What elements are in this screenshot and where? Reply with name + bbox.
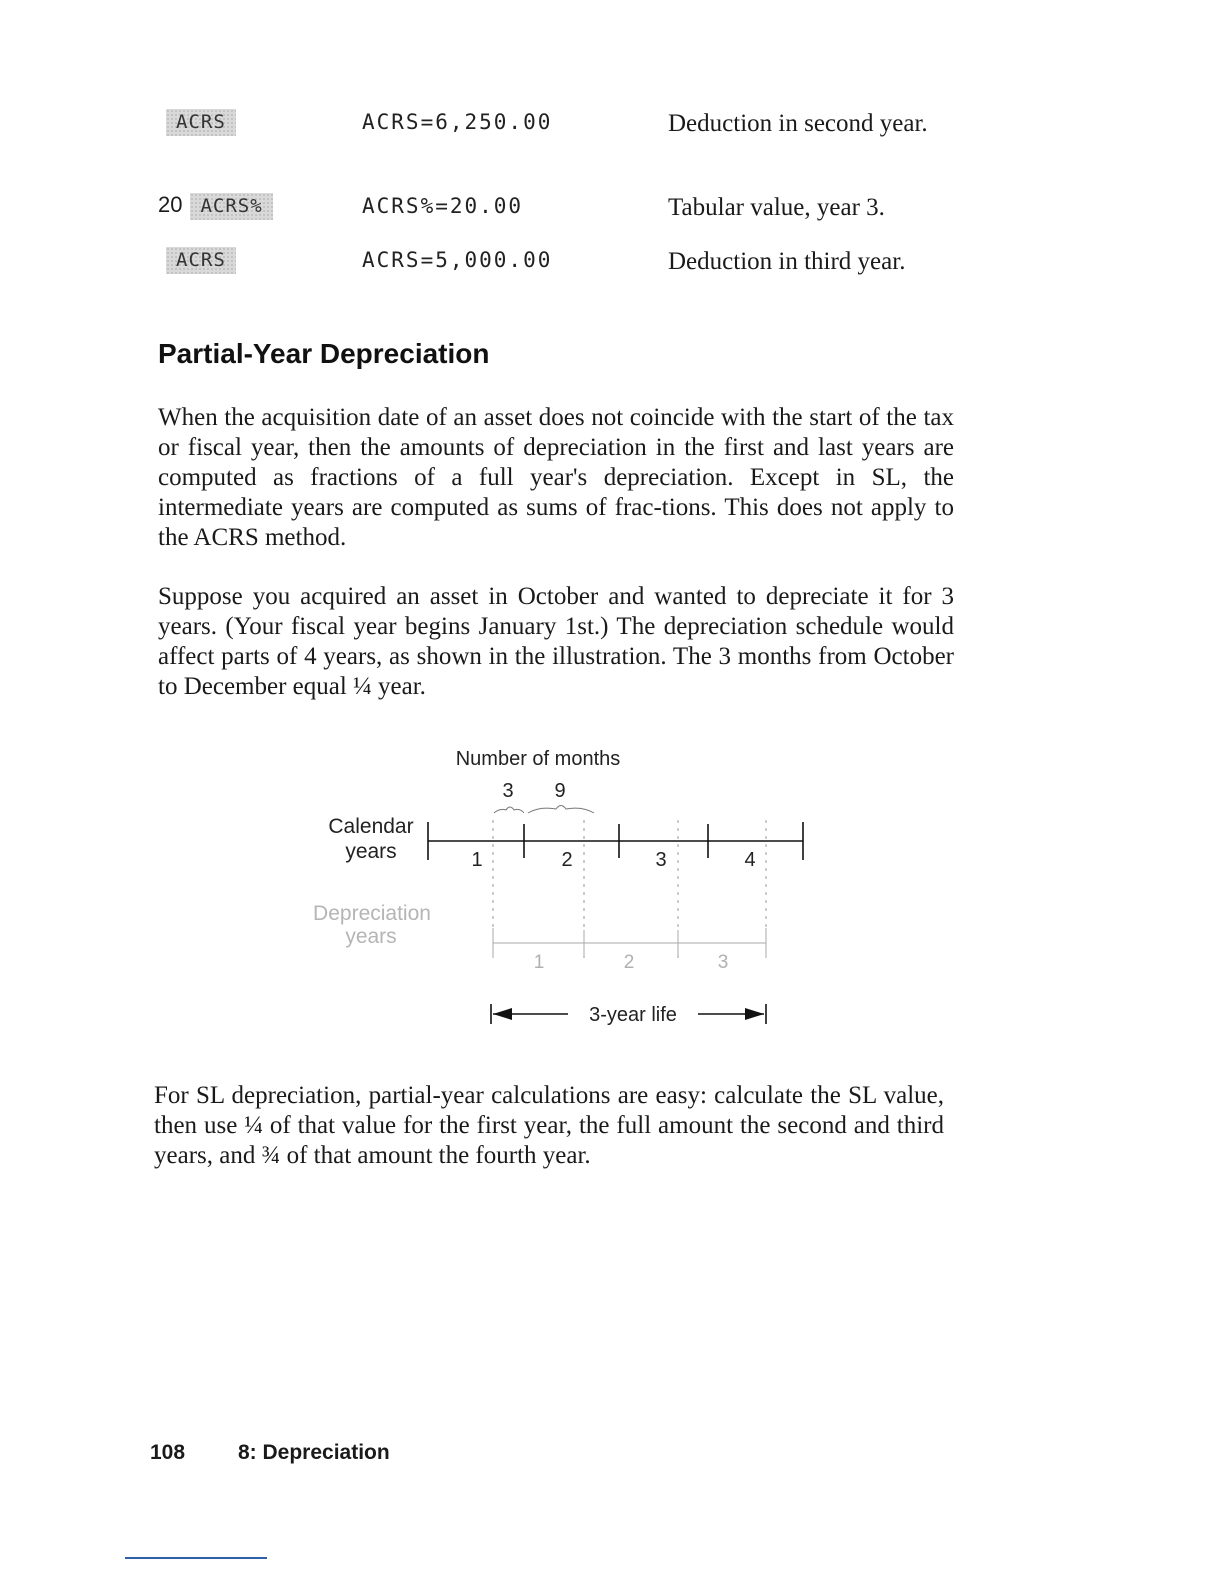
brace-3-months: [494, 807, 524, 813]
calendar-year: 3: [655, 849, 667, 871]
calculator-display: ACRS=6,250.00: [362, 110, 553, 134]
acrs-softkey: ACRS: [166, 109, 236, 136]
life-label: 3-year life: [589, 1004, 677, 1026]
calendar-label: years: [345, 840, 397, 863]
arrowhead-right-icon: [745, 1008, 764, 1020]
depreciation-year: 3: [717, 952, 729, 973]
brace-9-months: [528, 806, 594, 814]
calendar-year: 2: [561, 849, 573, 871]
calendar-year: 4: [744, 849, 756, 871]
keystroke-cell: [158, 108, 236, 136]
paragraph: For SL depreciation, partial-year calculations are easy: calculate the SL value, then use ¼ of that value for the first year, the full amount the second and third years, and ¾ of that amount the fourth year.: [154, 1082, 944, 1169]
calculator-display: ACRS=5,000.00: [362, 248, 553, 272]
calendar-year: 1: [471, 849, 483, 871]
chapter-title: 8: Depreciation: [238, 1441, 390, 1464]
step-comment: Tabular value, year 3.: [668, 194, 885, 221]
depreciation-year: 2: [623, 952, 635, 973]
calculator-display: ACRS%=20.00: [362, 194, 524, 218]
step-comment: Deduction in third year.: [668, 248, 906, 275]
months-value: 3: [502, 780, 514, 802]
depreciation-label: years: [345, 925, 397, 948]
section-heading: Partial-Year Depreciation: [158, 338, 490, 369]
depreciation-timeline-figure: [0, 740, 1224, 1040]
keystroke-row: [158, 192, 958, 232]
keystroke-cell: [158, 192, 273, 220]
step-comment: Deduction in second year.: [668, 110, 928, 137]
keystroke-cell: [158, 246, 236, 274]
paragraph: When the acquisition date of an asset does not coincide with the start of the tax or fiscal year, then the amounts of depreciation in the first and last years are computed as fractions of a full year's depreciation. Except in SL, the intermediate years are computed as sums of frac-tions. This does not apply to the ACRS method.: [158, 404, 954, 551]
page-footer: [150, 1441, 390, 1465]
acrs-percent-softkey: ACRS%: [190, 193, 272, 220]
paragraph: Suppose you acquired an asset in October and wanted to depreciate it for 3 years. (Your fiscal year begins January 1st.) The depreciation schedule would affect parts of 4 years, as shown in the illustration. The 3 months from October to December equal ¼ year.: [158, 583, 954, 700]
key-prefix: 20: [158, 192, 183, 217]
arrowhead-left-icon: [493, 1008, 512, 1020]
depreciation-year: 1: [533, 952, 545, 973]
months-value: 9: [554, 780, 566, 802]
bottom-rule: [125, 1557, 267, 1559]
months-label: Number of months: [455, 748, 621, 770]
keystroke-row: [158, 108, 958, 148]
calendar-label: Calendar: [328, 815, 414, 838]
page-number: 108: [150, 1441, 186, 1464]
keystroke-row: [158, 246, 958, 286]
depreciation-label: Depreciation: [313, 902, 431, 925]
acrs-softkey: ACRS: [166, 247, 236, 274]
